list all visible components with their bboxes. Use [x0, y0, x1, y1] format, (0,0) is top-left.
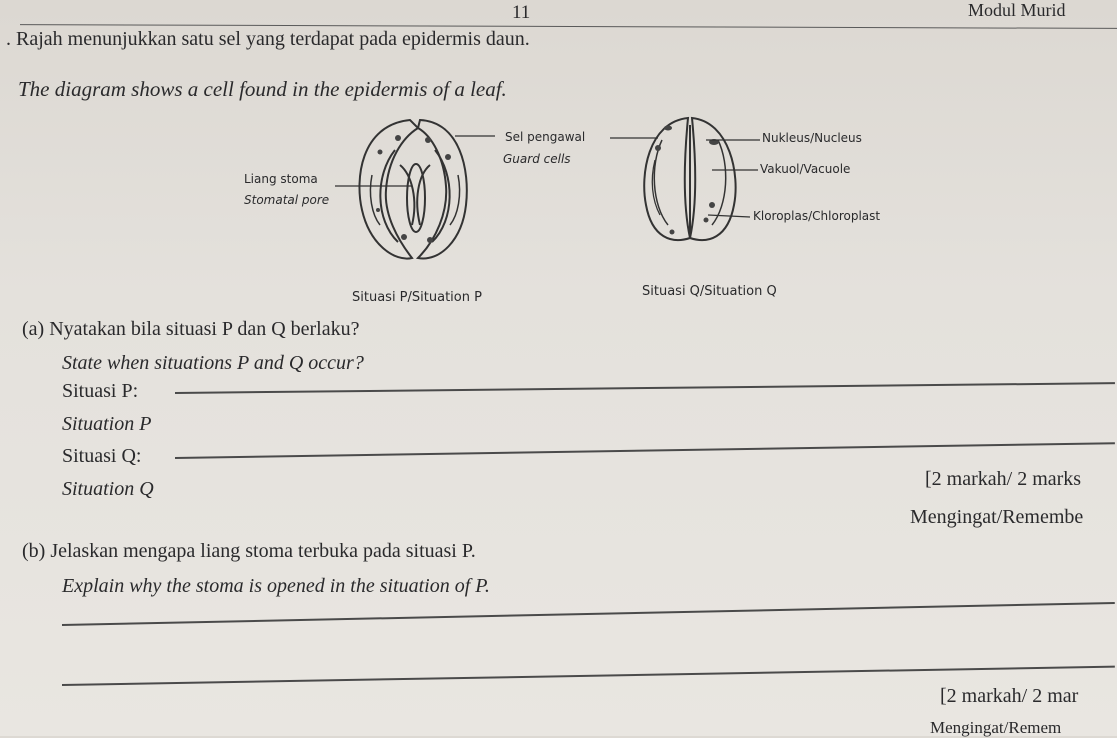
part-b-question-english: Explain why the stoma is opened in the situation of P. — [62, 575, 490, 597]
situasi-q-label: Situasi Q: — [62, 445, 142, 467]
label-vacuole: Vakuol/Vacuole — [760, 162, 851, 176]
part-a-marks: [2 markah/ 2 marks — [925, 468, 1082, 490]
part-b-skill-level: Mengingat/Remem — [930, 718, 1062, 737]
situasi-p-label: Situasi P: — [62, 380, 139, 402]
situation-q-label: Situation Q — [62, 478, 154, 500]
part-b-marks: [2 markah/ 2 mar — [940, 685, 1079, 707]
question-intro-malay: . Rajah menunjukkan satu sel yang terdapat pada epidermis daun. — [6, 28, 530, 50]
open-stoma-drawing — [359, 120, 466, 259]
situation-p-label: Situation P — [62, 413, 152, 435]
part-a-skill-level: Mengingat/Remembe — [910, 506, 1084, 528]
label-stomatal-pore-malay: Liang stoma — [244, 172, 318, 186]
page-number: 11 — [512, 2, 531, 23]
label-nucleus: Nukleus/Nucleus — [762, 131, 862, 145]
caption-situation-p: Situasi P/Situation P — [352, 290, 482, 305]
label-chloroplast: Kloroplas/Chloroplast — [753, 209, 881, 223]
question-intro-english: The diagram shows a cell found in the epidermis of a leaf. — [18, 77, 507, 101]
label-guard-cells-malay: Sel pengawal — [505, 130, 586, 144]
part-a-question-english: State when situations P and Q occur? — [62, 352, 364, 374]
closed-stoma-drawing — [644, 118, 735, 240]
label-stomatal-pore-english: Stomatal pore — [244, 193, 330, 207]
part-a-question-malay: (a) Nyatakan bila situasi P dan Q berlaku? — [22, 318, 360, 340]
label-guard-cells-english: Guard cells — [503, 152, 571, 166]
module-title: Modul Murid — [968, 0, 1066, 20]
caption-situation-q: Situasi Q/Situation Q — [642, 284, 777, 299]
part-b-question-malay: (b) Jelaskan mengapa liang stoma terbuka pada situasi P. — [22, 540, 476, 562]
